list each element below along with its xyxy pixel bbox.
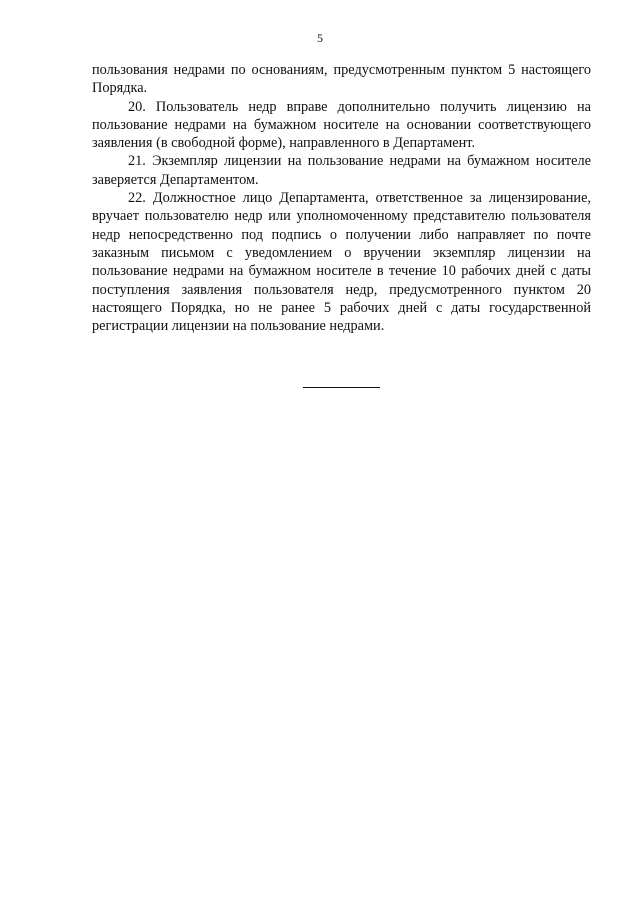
page-number: 5 xyxy=(317,31,323,45)
paragraph-20: 20. Пользователь недр вправе дополнительно получить лицензию на пользование недрами на бумажном носителе на основании соответствующего заявления (в свободной форме), направленного в Департамент. xyxy=(92,98,591,152)
end-of-text-rule xyxy=(303,387,380,388)
paragraph-21: 21. Экземпляр лицензии на пользование недрами на бумажном носителе заверяется Департаментом. xyxy=(92,153,591,188)
paragraph-22: 22. Должностное лицо Департамента, ответственное за лицензирование, вручает пользователю недр или уполномоченному представителю пользователя недр непосредственно под подпись о получении либо направляет по почте заказным письмом с уведомлением о вручении экземпляр лицензии на пользование недрами на бумажном носителе в течение 10 рабочих дней с даты поступления заявления пользователя недр, предусмотренного пунктом 20 настоящего Порядка, но не ранее 5 рабочих дней с даты государственной регистрации лицензии на пользование недрами. xyxy=(92,190,591,335)
document-body xyxy=(92,61,591,335)
paragraph-continuation: пользования недрами по основаниям, предусмотренным пунктом 5 настоящего Порядка. xyxy=(92,62,591,97)
